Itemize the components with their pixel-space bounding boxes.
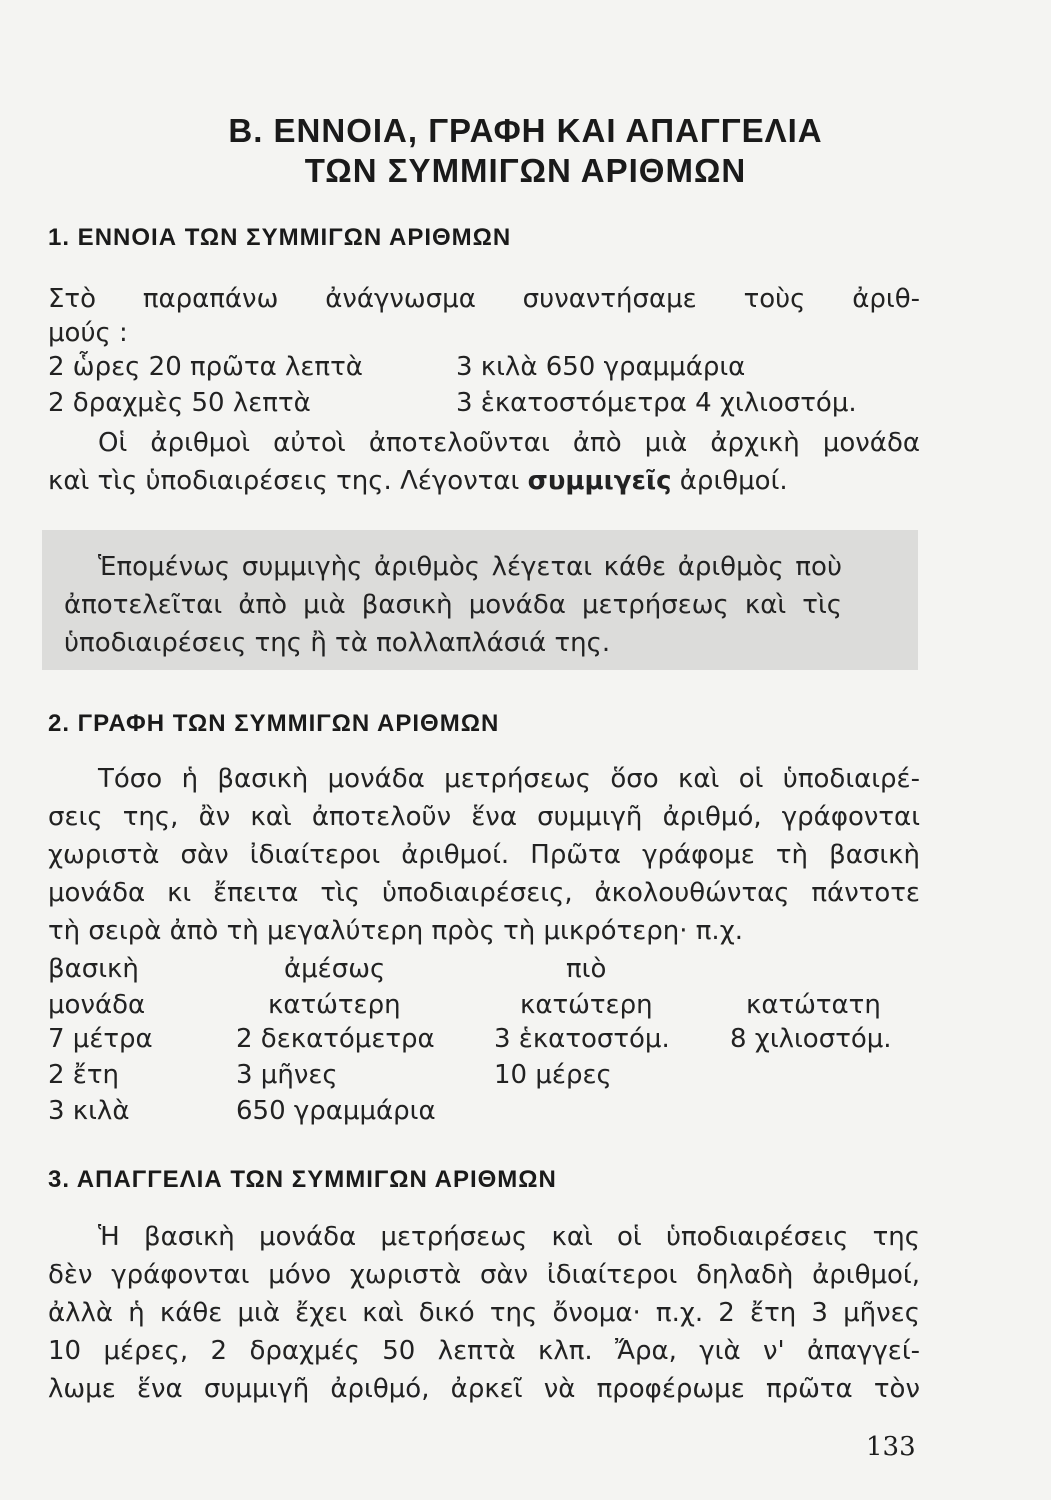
section-1-paragraph-line-2 <box>48 466 788 496</box>
section-2-paragraph-line-4: μονάδα κι ἔπειτα τὶς ὑποδιαιρέσεις, ἀκολουθώντας πάντοτε <box>48 878 920 908</box>
table-cell: 10 μέρες <box>494 1060 612 1090</box>
section-3-paragraph-line-3: ἀλλὰ ἡ κάθε μιὰ ἔχει καὶ δικό της ὄνομα· π.χ. 2 ἔτη 3 μῆνες <box>48 1298 920 1328</box>
table-header-col3-line2: κατώτερη <box>520 990 653 1020</box>
table-cell: 7 μέτρα <box>48 1024 153 1054</box>
table-header-col3-line1: πιὸ <box>566 954 607 984</box>
table-header-col1-line1: βασικὴ <box>48 954 139 984</box>
section-1-intro-line-2: μούς : <box>48 318 128 348</box>
example-2-left: 2 δραχμὲς 50 λεπτὰ <box>48 388 311 418</box>
section-1-paragraph-line-1: Οἱ ἀριθμοὶ αὐτοὶ ἀποτελοῦνται ἀπὸ μιὰ ἀρχικὴ μονάδα <box>98 428 920 458</box>
section-2-paragraph-line-1: Τόσο ἡ βασικὴ μονάδα μετρήσεως ὅσο καὶ οἱ ὑποδιαιρέ- <box>98 764 920 794</box>
paragraph-text: καὶ τὶς ὑποδιαιρέσεις της. Λέγονται <box>48 466 528 496</box>
table-cell: 3 ἑκατοστόμ. <box>494 1024 670 1054</box>
section-1-heading: 1. ΕΝΝΟΙΑ ΤΩΝ ΣΥΜΜΙΓΩΝ ΑΡΙΘΜΩΝ <box>48 224 512 251</box>
example-1-left: 2 ὧρες 20 πρῶτα λεπτὰ <box>48 352 363 382</box>
chapter-title-line-1: B. ΕΝΝΟΙΑ, ΓΡΑΦΗ ΚΑΙ ΑΠΑΓΓΕΛΙΑ <box>228 112 823 149</box>
table-cell: 650 γραμμάρια <box>236 1096 436 1126</box>
section-3-paragraph-line-5: λωμε ἕνα συμμιγῆ ἀριθμό, ἀρκεῖ νὰ προφέρωμε πρῶτα τὸν <box>48 1374 920 1404</box>
table-cell: 8 χιλιοστόμ. <box>730 1024 892 1054</box>
definition-line-3: ὑποδιαιρέσεις της ἢ τὰ πολλαπλάσιά της. <box>64 628 611 658</box>
table-header-col1-line2: μονάδα <box>48 990 146 1020</box>
table-header-col2-line2: κατώτερη <box>268 990 401 1020</box>
definition-line-2: ἀποτελεῖται ἀπὸ μιὰ βασικὴ μονάδα μετρήσεως καὶ τὶς <box>64 590 842 620</box>
example-1-right: 3 κιλὰ 650 γραμμάρια <box>456 352 746 382</box>
example-2-right: 3 ἑκατοστόμετρα 4 χιλιοστόμ. <box>456 388 857 418</box>
table-header-col4-line2: κατώτατη <box>746 990 881 1020</box>
section-2-paragraph-line-3: χωριστὰ σὰν ἰδιαίτεροι ἀριθμοί. Πρῶτα γράφομε τὴ βασικὴ <box>48 840 920 870</box>
table-header-col2-line1: ἀμέσως <box>284 954 386 984</box>
section-2-paragraph-line-5: τὴ σειρὰ ἀπὸ τὴ μεγαλύτερη πρὸς τὴ μικρότερη· π.χ. <box>48 916 743 946</box>
table-cell: 2 ἔτη <box>48 1060 119 1090</box>
chapter-title-line-2: ΤΩΝ ΣΥΜΜΙΓΩΝ ΑΡΙΘΜΩΝ <box>304 152 747 189</box>
section-3-heading: 3. ΑΠΑΓΓΕΛΙΑ ΤΩΝ ΣΥΜΜΙΓΩΝ ΑΡΙΘΜΩΝ <box>48 1166 557 1193</box>
section-2-paragraph-line-2: σεις της, ἂν καὶ ἀποτελοῦν ἕνα συμμιγῆ ἀριθμό, γράφονται <box>48 802 920 832</box>
table-cell: 3 κιλὰ <box>48 1096 130 1126</box>
term-symmigeis: συμμιγεῖς <box>527 466 672 496</box>
section-3-paragraph-line-4: 10 μέρες, 2 δραχμές 50 λεπτὰ κλπ. Ἄρα, γιὰ ν' ἀπαγγεί- <box>48 1336 920 1366</box>
table-cell: 3 μῆνες <box>236 1060 338 1090</box>
page-number: 133 <box>866 1432 916 1462</box>
paragraph-text-end: ἀριθμοί. <box>671 466 788 496</box>
section-3-paragraph-line-2: δὲν γράφονται μόνο χωριστὰ σὰν ἰδιαίτεροι δηλαδὴ ἀριθμοί, <box>48 1260 920 1290</box>
section-3-paragraph-line-1: Ἡ βασικὴ μονάδα μετρήσεως καὶ οἱ ὑποδιαιρέσεις της <box>98 1222 920 1252</box>
table-cell: 2 δεκατόμετρα <box>236 1024 435 1054</box>
definition-line-1: Ἑπομένως συμμιγὴς ἀριθμὸς λέγεται κάθε ἀριθμὸς ποὺ <box>98 552 842 582</box>
section-2-heading: 2. ΓΡΑΦΗ ΤΩΝ ΣΥΜΜΙΓΩΝ ΑΡΙΘΜΩΝ <box>48 710 500 737</box>
section-1-intro-line-1: Στὸ παραπάνω ἀνάγνωσμα συναντήσαμε τοὺς ἀριθ- <box>48 284 920 314</box>
